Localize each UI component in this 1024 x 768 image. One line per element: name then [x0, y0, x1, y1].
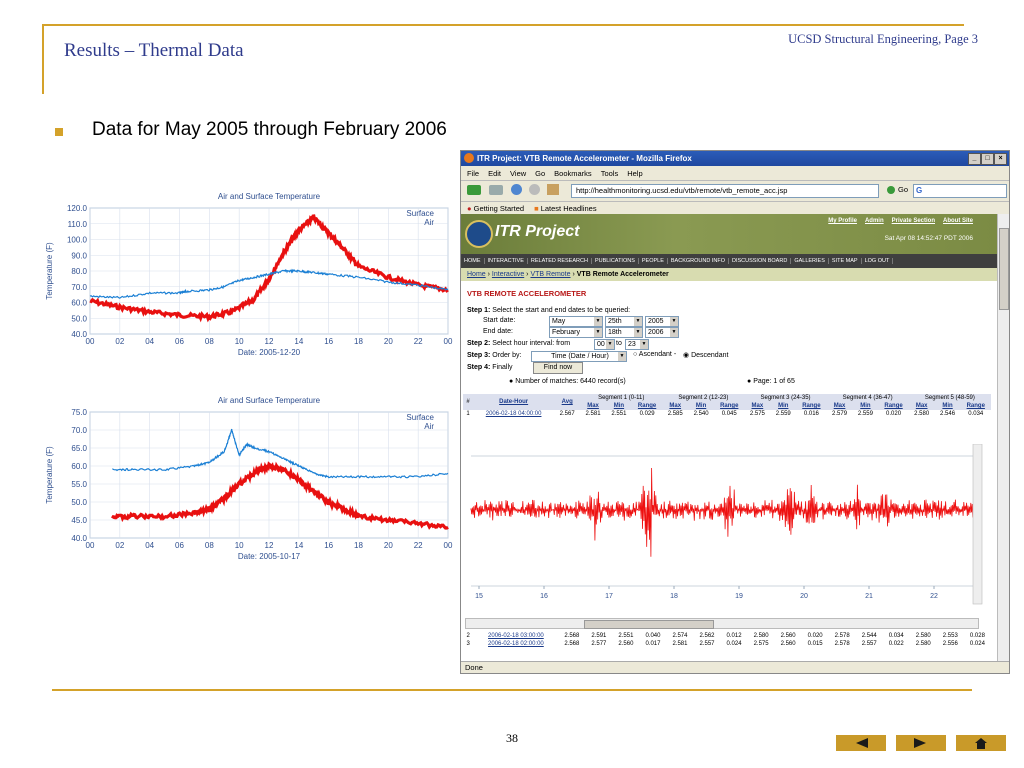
accel-tick-label: 17	[605, 593, 613, 600]
x-axis-label: Date: 2005-10-17	[237, 552, 301, 561]
accel-tick-label: 21	[865, 593, 873, 600]
bullet-text: Data for May 2005 through February 2006	[92, 119, 447, 140]
forward-icon[interactable]	[489, 185, 503, 195]
x-tick-label: 02	[115, 337, 125, 346]
cell-value: 2.578	[834, 641, 850, 647]
step3-row: Step 3: Order by:	[467, 352, 522, 359]
y-tick-label: 55.0	[71, 480, 87, 489]
accel-tick-label: 20	[800, 593, 808, 600]
y-tick-label: 100.0	[66, 235, 87, 245]
close-button[interactable]: ×	[994, 153, 1007, 165]
table-header-row	[463, 394, 991, 402]
browser-scroll-thumb[interactable]	[999, 228, 1009, 310]
results-table	[463, 394, 991, 418]
matches-text: ● Number of matches: 6440 record(s)	[509, 378, 626, 385]
y-tick-label: 80.0	[71, 267, 87, 276]
accel-tick-label: 16	[540, 593, 548, 600]
cell-value: 2.581	[585, 411, 601, 417]
tab-related-research[interactable]: RELATED RESEARCH	[528, 258, 592, 264]
end-day-select[interactable]: 18th ▼	[605, 327, 643, 338]
row-date-link[interactable]: 2006-02-18 02:00:00	[488, 641, 544, 647]
cell-value: 2.580	[915, 633, 931, 639]
cell-value: 0.024	[726, 641, 742, 647]
bookmark-icon: ●	[467, 204, 472, 213]
reload-icon[interactable]	[511, 184, 522, 195]
site-name: ITR Project	[495, 223, 580, 240]
page-number: 38	[506, 731, 518, 745]
cell-value: 2.580	[753, 633, 769, 639]
col-header-date[interactable]: Date-Hour	[473, 394, 554, 410]
y-tick-label: 60.0	[71, 298, 87, 308]
cell-value: 2.580	[914, 411, 930, 417]
site-links	[828, 218, 973, 224]
x-tick-label: 06	[175, 337, 184, 346]
order-by-select[interactable]: Time (Date / Hour) ▼	[531, 351, 627, 362]
accel-tick-label: 22	[930, 593, 938, 600]
step2-row: Step 2: Select hour interval: from	[467, 340, 571, 347]
cell-value: 0.028	[969, 633, 985, 639]
cell-value: 2.585	[667, 411, 683, 417]
col-header-range[interactable]: Range	[632, 402, 662, 410]
cell-value: 0.020	[807, 633, 823, 639]
row-number: 3	[466, 641, 470, 647]
link-private-section[interactable]: Private Section	[891, 218, 935, 224]
breadcrumb: Home › Interactive › VTB Remote › VTB Remote Accelerometer	[461, 268, 997, 281]
col-header-min[interactable]: Min	[688, 402, 714, 410]
step4-row: Step 4: Finally	[467, 364, 513, 371]
minimize-button[interactable]: _	[968, 153, 981, 165]
x-tick-label: 22	[413, 541, 423, 550]
cell-value: 0.020	[886, 411, 902, 417]
start-month-select[interactable]: May ▼	[549, 316, 603, 327]
col-header-min[interactable]: Min	[935, 402, 961, 410]
menu-file[interactable]: File	[467, 168, 480, 178]
next-slide-button[interactable]	[896, 735, 946, 751]
chart-top	[40, 188, 456, 363]
cell-value: 2.560	[780, 633, 796, 639]
cell-value: 0.024	[969, 641, 985, 647]
left-rule	[42, 24, 44, 94]
bookmark-getting-started[interactable]: ● Getting Started	[467, 204, 525, 213]
cell-value: 2.575	[753, 641, 769, 647]
end-date-label: End date:	[483, 328, 513, 335]
tab-background-info[interactable]: BACKGROUND INFO	[668, 258, 729, 264]
cell-value: 2.568	[564, 641, 580, 647]
cell-value: 2.591	[591, 633, 607, 639]
menu-tools[interactable]: Tools	[600, 168, 619, 178]
table-row	[463, 640, 991, 648]
cell-value: 2.567	[559, 411, 575, 417]
cell-value: 2.574	[672, 633, 688, 639]
stop-icon[interactable]	[529, 184, 540, 195]
triangle-right-icon	[896, 735, 946, 751]
x-tick-label: 08	[204, 337, 214, 346]
chart-panel-top	[40, 188, 456, 363]
cell-value: 2.551	[611, 411, 627, 417]
ascendant-radio[interactable]: ○ Ascendant -	[633, 351, 677, 358]
home-icon	[956, 735, 1006, 751]
bookmark-latest-headlines[interactable]: ■ Latest Headlines	[534, 204, 597, 213]
x-axis-label: Date: 2005-12-20	[237, 348, 301, 357]
link-my-profile[interactable]: My Profile	[828, 218, 857, 224]
chart-title: Air and Surface Temperature	[217, 396, 321, 405]
browser-titlebar	[461, 151, 1009, 166]
chart-title: Air and Surface Temperature	[217, 192, 321, 201]
link-admin[interactable]: Admin	[864, 218, 884, 224]
nav-toolbar	[461, 181, 1009, 202]
start-year-select[interactable]: 2005 ▼	[645, 316, 679, 327]
crumb-home[interactable]: Home	[467, 271, 486, 278]
find-now-button[interactable]: Find now	[533, 362, 583, 374]
bottom-rule	[52, 689, 972, 691]
y-tick-label: 40.0	[71, 330, 87, 339]
col-header-segment: Segment 4 (36-47)	[827, 394, 909, 402]
cell-value: 0.029	[639, 411, 655, 417]
y-tick-label: 40.0	[71, 534, 87, 543]
y-tick-label: 65.0	[71, 444, 87, 453]
menu-bar	[461, 166, 1009, 181]
cell-value: 2.544	[861, 633, 877, 639]
x-tick-label: 10	[234, 541, 244, 550]
cell-value: 0.040	[645, 633, 661, 639]
start-day-select[interactable]: 25th ▼	[605, 316, 643, 327]
plot-scroll-thumb[interactable]	[584, 620, 714, 629]
x-tick-label: 14	[294, 541, 304, 550]
cell-value: 2.557	[699, 641, 715, 647]
menu-view[interactable]: View	[510, 168, 527, 178]
cell-value: 2.540	[693, 411, 709, 417]
col-header-min[interactable]: Min	[606, 402, 632, 410]
cell-value: 2.559	[857, 411, 873, 417]
col-header-min[interactable]: Min	[852, 402, 878, 410]
table-row	[463, 410, 991, 418]
col-header-min[interactable]: Min	[770, 402, 796, 410]
cell-value: 2.577	[591, 641, 607, 647]
cell-value: 0.034	[968, 411, 984, 417]
step1-row: Step 1: Select the start and end dates to be queried:	[467, 307, 631, 314]
nsf-logo-icon	[465, 220, 493, 248]
col-header-max[interactable]: Max	[744, 402, 770, 410]
x-tick-label: 12	[264, 541, 274, 550]
x-tick-label: 02	[115, 541, 125, 550]
hour-to-select[interactable]: 23 ▼	[625, 339, 649, 350]
start-date-label: Start date:	[483, 317, 516, 324]
x-tick-label: 04	[145, 337, 155, 346]
crumb-vtb-remote[interactable]: VTB Remote	[530, 271, 571, 278]
slide-title: Results – Thermal Data	[64, 40, 244, 61]
x-tick-label: 00	[85, 541, 95, 550]
maximize-button[interactable]: □	[981, 153, 994, 165]
end-month-select[interactable]: February ▼	[549, 327, 603, 338]
cell-value: 0.012	[726, 633, 742, 639]
col-header-segment: Segment 3 (24-35)	[744, 394, 826, 402]
x-tick-label: 00	[443, 337, 453, 346]
end-year-select[interactable]: 2006 ▼	[645, 327, 679, 338]
crumb-interactive[interactable]: Interactive	[491, 271, 525, 278]
row-number: 2	[466, 633, 470, 639]
x-tick-label: 06	[175, 541, 184, 550]
col-header-max[interactable]: Max	[909, 402, 935, 410]
accelerometer-plot	[465, 444, 983, 614]
col-header-max[interactable]: Max	[827, 402, 853, 410]
hour-from-select[interactable]: 00 ▼	[594, 339, 615, 350]
site-tabs	[461, 254, 997, 268]
menu-go[interactable]: Go	[535, 168, 546, 178]
x-tick-label: 16	[324, 337, 334, 346]
descendant-radio[interactable]: ◉ Descendant	[683, 352, 729, 359]
site-datetime: Sat Apr 08 14:52:47 PDT 2006	[884, 235, 973, 242]
browser-title: ITR Project: VTB Remote Accelerometer - Mozilla Firefox	[477, 154, 692, 163]
plot-hscrollbar[interactable]	[465, 618, 979, 629]
col-header-segment: Segment 1 (0-11)	[580, 394, 662, 402]
accel-signal-line	[471, 468, 973, 557]
tab-galleries[interactable]: GALLERIES	[791, 258, 829, 264]
x-tick-label: 00	[85, 337, 95, 346]
y-tick-label: 50.0	[71, 498, 87, 507]
col-header-avg[interactable]: Avg	[554, 394, 580, 410]
cell-value: 2.556	[942, 641, 958, 647]
tab-interactive[interactable]: INTERACTIVE	[485, 258, 528, 264]
y-tick-label: 110.0	[67, 219, 87, 229]
cell-value: 2.559	[775, 411, 791, 417]
x-tick-label: 22	[413, 337, 423, 346]
y-tick-label: 90.0	[71, 251, 87, 261]
accel-tick-label: 15	[475, 593, 483, 600]
tab-discussion-board[interactable]: DISCUSSION BOARD	[729, 258, 791, 264]
cell-value: 2.568	[564, 633, 580, 639]
hour-to-label: to	[616, 340, 622, 347]
y-tick-label: 70.0	[71, 282, 87, 292]
x-tick-label: 18	[354, 541, 363, 550]
cell-value: 0.017	[645, 641, 661, 647]
status-bar: Done	[461, 661, 1010, 673]
slide-header: UCSD Structural Engineering, Page 3	[788, 32, 978, 46]
x-tick-label: 00	[443, 541, 453, 550]
cell-value: 2.553	[942, 633, 958, 639]
col-header-range[interactable]: Range	[961, 402, 992, 410]
cell-value: 2.551	[618, 633, 634, 639]
col-header-max[interactable]: Max	[662, 402, 688, 410]
table-row	[463, 632, 991, 640]
col-header-range[interactable]: Range	[878, 402, 908, 410]
legend-entry: Surface	[406, 413, 434, 422]
browser-vscrollbar[interactable]	[997, 214, 1009, 661]
site-banner	[461, 214, 997, 254]
col-header-range[interactable]: Range	[714, 402, 744, 410]
home-page-icon[interactable]	[547, 184, 559, 195]
cell-value: 2.560	[780, 641, 796, 647]
results-table-rows	[463, 632, 991, 648]
section-title: VTB REMOTE ACCELEROMETER	[467, 289, 587, 298]
go-button[interactable]: Go	[898, 185, 909, 194]
tab-people[interactable]: PEOPLE	[639, 258, 668, 264]
y-axis-label: Temperature (F)	[45, 242, 54, 300]
top-rule	[42, 24, 964, 26]
tab-log-out[interactable]: LOG OUT	[862, 258, 894, 264]
cell-value: 2.579	[832, 411, 848, 417]
tab-home[interactable]: HOME	[461, 258, 485, 264]
menu-help[interactable]: Help	[627, 168, 643, 178]
cell-value: 2.557	[861, 641, 877, 647]
cell-value: 2.578	[834, 633, 850, 639]
cell-value: 0.016	[803, 411, 819, 417]
col-header-segment: Segment 2 (12-23)	[662, 394, 744, 402]
search-field[interactable]: G	[913, 184, 1007, 198]
triangle-left-icon	[836, 735, 886, 751]
chart-panel-bottom	[40, 392, 456, 567]
bullet-icon	[55, 128, 63, 136]
y-tick-label: 50.0	[71, 314, 87, 324]
y-axis-label: Temperature (F)	[45, 446, 54, 504]
menu-bookmarks[interactable]: Bookmarks	[554, 168, 592, 178]
col-header-num: #	[463, 394, 473, 410]
back-icon[interactable]	[467, 185, 481, 195]
x-tick-label: 20	[383, 541, 393, 550]
legend-entry: Air	[424, 218, 434, 227]
x-tick-label: 20	[383, 337, 393, 346]
cell-value: 0.022	[888, 641, 904, 647]
y-tick-label: 120.0	[66, 204, 87, 213]
plot-vscrollbar[interactable]	[973, 444, 982, 604]
x-tick-label: 12	[264, 337, 274, 346]
cell-value: 2.562	[699, 633, 715, 639]
cell-value: 2.580	[915, 641, 931, 647]
crumb-current: VTB Remote Accelerometer	[576, 271, 669, 278]
rss-icon: ■	[534, 204, 539, 213]
chart-bottom	[40, 392, 456, 567]
x-tick-label: 18	[354, 337, 363, 346]
x-tick-label: 04	[145, 541, 155, 550]
row-date-link[interactable]: 2006-02-18 04:00:00	[485, 411, 542, 417]
y-tick-label: 45.0	[71, 516, 87, 525]
y-tick-label: 60.0	[71, 462, 87, 471]
cell-value: 0.015	[807, 641, 823, 647]
cell-value: 0.045	[721, 411, 737, 417]
cell-value: 2.581	[672, 641, 688, 647]
tab-site-map[interactable]: SITE MAP	[829, 258, 862, 264]
prev-slide-button[interactable]	[836, 735, 886, 751]
accel-tick-label: 19	[735, 593, 743, 600]
tab-publications[interactable]: PUBLICATIONS	[592, 258, 639, 264]
y-tick-label: 70.0	[71, 426, 87, 435]
col-header-segment: Segment 5 (48-59)	[909, 394, 991, 402]
cell-value: 2.575	[749, 411, 765, 417]
browser-window	[460, 150, 1010, 674]
accel-tick-label: 18	[670, 593, 678, 600]
menu-edit[interactable]: Edit	[488, 168, 502, 178]
cell-value: 2.560	[618, 641, 634, 647]
cell-value: 0.034	[888, 633, 904, 639]
col-header-range[interactable]: Range	[796, 402, 826, 410]
home-slide-button[interactable]	[956, 735, 1006, 751]
page-content	[461, 214, 997, 661]
x-tick-label: 16	[324, 541, 334, 550]
go-icon[interactable]	[887, 186, 895, 194]
page-info-text: ● Page: 1 of 65	[747, 378, 795, 385]
x-tick-label: 10	[234, 337, 244, 346]
firefox-icon	[464, 153, 474, 163]
url-field[interactable]: http://healthmonitoring.ucsd.edu/vtb/remote/vtb_remote_acc.jsp	[571, 184, 879, 198]
row-date-link[interactable]: 2006-02-18 03:00:00	[488, 633, 544, 639]
col-header-max[interactable]: Max	[580, 402, 606, 410]
legend-entry: Air	[424, 422, 434, 431]
link-about-site[interactable]: About Site	[943, 218, 973, 224]
cell-value: 2.546	[940, 411, 956, 417]
row-number: 1	[466, 411, 470, 417]
y-tick-label: 75.0	[71, 408, 87, 417]
x-tick-label: 14	[294, 337, 304, 346]
x-tick-label: 08	[204, 541, 214, 550]
legend-entry: Surface	[406, 209, 434, 218]
